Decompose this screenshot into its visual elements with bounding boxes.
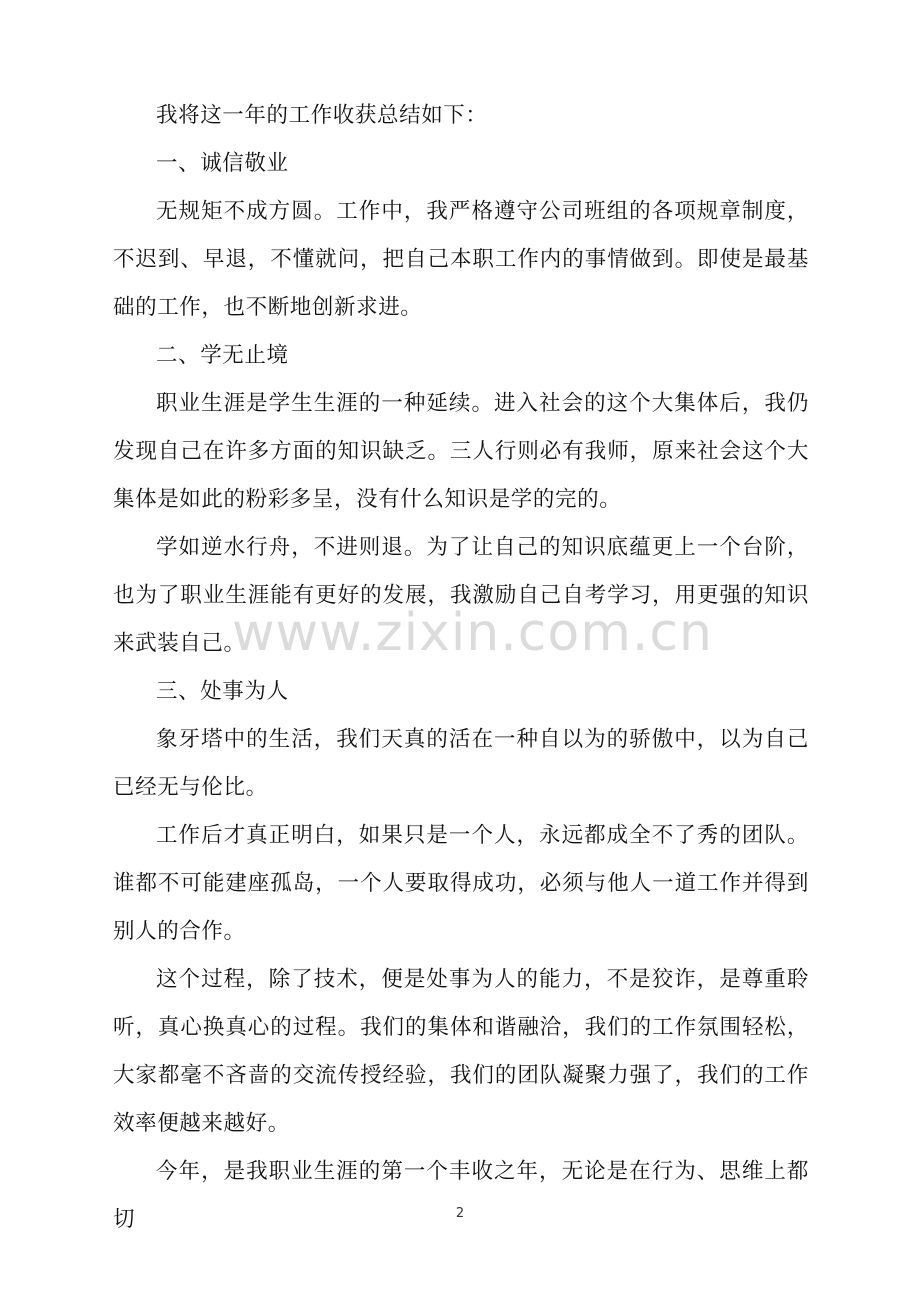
document-body bbox=[113, 92, 809, 1244]
body-paragraph: 学如逆水行舟，不进则退。为了让自己的知识底蕴更上一个台阶，也为了职业生涯能有更好的发展，我激励自己自考学习，用更强的知识来武装自己。 bbox=[113, 535, 809, 656]
body-paragraph: 这个过程，除了技术，便是处事为人的能力，不是狡诈，是尊重聆听，真心换真心的过程。我们的集体和谐融洽，我们的工作氛围轻松，大家都毫不吝啬的交流传授经验，我们的团队凝聚力强了，我们的工作效率便越来越好。 bbox=[113, 967, 809, 1136]
intro-paragraph: 我将这一年的工作收获总结如下： bbox=[156, 103, 488, 128]
body-paragraph: 象牙塔中的生活，我们天真的活在一种自以为的骄傲中，以为自己已经无与伦比。 bbox=[113, 727, 809, 800]
body-paragraph: 职业生涯是学生生涯的一种延续。进入社会的这个大集体后，我仍发现自己在许多方面的知识缺乏。三人行则必有我师，原来社会这个大集体是如此的粉彩多呈，没有什么知识是学的完的。 bbox=[113, 391, 809, 512]
watermark: www.zixin.com.cn bbox=[232, 603, 713, 663]
section-heading-learning: 二、学无止境 bbox=[156, 343, 289, 368]
page-number: 2 bbox=[455, 1206, 465, 1221]
body-paragraph: 今年，是我职业生涯的第一个丰收之年，无论是在行为、思维上都切 bbox=[113, 1159, 809, 1232]
section-heading-conduct: 三、处事为人 bbox=[156, 679, 289, 704]
body-paragraph: 无规矩不成方圆。工作中，我严格遵守公司班组的各项规章制度，不迟到、早退，不懂就问，把自己本职工作内的事情做到。即使是最基础的工作，也不断地创新求进。 bbox=[113, 199, 809, 320]
body-paragraph: 工作后才真正明白，如果只是一个人，永远都成全不了秀的团队。谁都不可能建座孤岛，一个人要取得成功，必须与他人一道工作并得到别人的合作。 bbox=[113, 823, 809, 944]
section-heading-integrity: 一、诚信敬业 bbox=[156, 151, 289, 176]
